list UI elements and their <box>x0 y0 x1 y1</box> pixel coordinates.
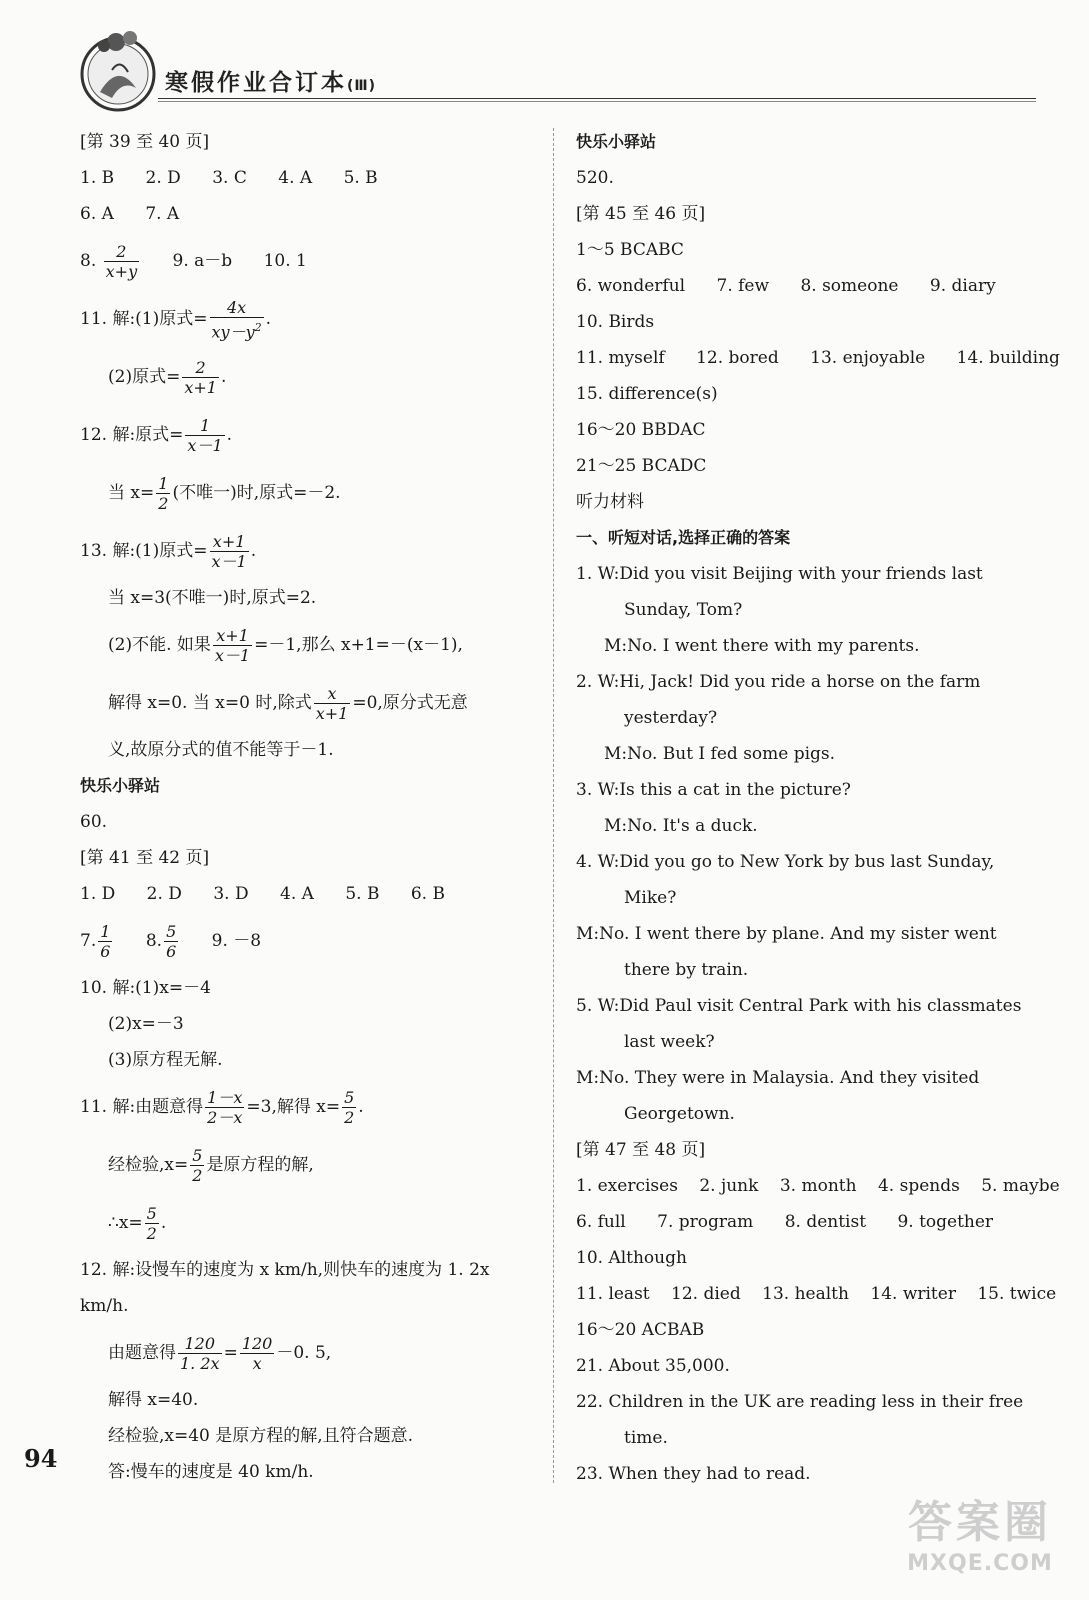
answer-item: 6. B <box>410 884 445 904</box>
dialogue-line: 2. W:Hi, Jack! Did you ride a horse on the farm yesterday? <box>576 672 981 728</box>
answer-item: 9. together <box>897 1212 994 1232</box>
happy-corner-title: 快乐小驿站 <box>80 776 161 795</box>
happy-corner-answer: 520. <box>576 168 614 188</box>
answer-item: 5. B <box>343 168 378 188</box>
answer-item: 4. spends <box>877 1176 960 1196</box>
denominator: 2 <box>146 1224 157 1243</box>
left-column <box>80 124 540 1490</box>
denominator: 2 <box>158 494 169 513</box>
text: 经检验,x= <box>108 1155 189 1175</box>
watermark-main: 答案圈 <box>908 1497 1052 1548</box>
answer-item: 1. exercises <box>576 1176 678 1196</box>
numerator: 1 <box>185 416 224 436</box>
q10-line: (2)x=－3 <box>108 1014 184 1034</box>
exponent: 2 <box>254 320 262 334</box>
q12-line: 12. 解:设慢车的速度为 x km/h,则快车的速度为 1. 2x <box>80 1260 490 1280</box>
answer-line: 10. Although <box>576 1248 687 1268</box>
answer-item: 2. D <box>146 884 182 904</box>
q12-line: 经检验,x=40 是原方程的解,且符合题意. <box>108 1426 414 1446</box>
answer-item: 3. month <box>779 1176 857 1196</box>
text: 13. 解:(1)原式= <box>80 541 208 561</box>
answer-item: 7. few <box>716 276 770 296</box>
q12-line: 答:慢车的速度是 40 km/h. <box>108 1462 314 1482</box>
denominator: x+1 <box>184 378 217 397</box>
answer-item: 4. A <box>278 168 313 188</box>
answer-line: 22. Children in the UK are reading less in their free time. <box>576 1392 1024 1448</box>
numerator: 2 <box>182 358 219 378</box>
book-title-text: 寒假作业合订本 <box>165 70 347 96</box>
q8-label: 8. <box>80 251 97 271</box>
answer-item: 1. B <box>80 168 115 188</box>
denominator: x+1 <box>315 704 349 723</box>
numerator: 5 <box>146 1204 157 1223</box>
text: =0,原分式无意 <box>352 693 468 713</box>
q8-fraction <box>104 242 139 281</box>
q12-line <box>80 1324 540 1382</box>
text: 11. 解:由题意得 <box>80 1097 204 1117</box>
text: 是原方程的解, <box>206 1155 314 1175</box>
dialogue-line: M:No. But I fed some pigs. <box>604 744 836 764</box>
answer-item: 15. twice <box>977 1284 1057 1304</box>
answer-line: 21. About 35,000. <box>576 1356 730 1376</box>
q13-line: 当 x=3(不唯一)时,原式=2. <box>108 588 317 608</box>
answer-line: 15. difference(s) <box>576 384 718 404</box>
text: . <box>250 541 257 561</box>
dialogue-line: 1. W:Did you visit Beijing with your friends last Sunday, Tom? <box>576 564 983 620</box>
answer-item: 12. died <box>671 1284 741 1304</box>
happy-corner-title: 快乐小驿站 <box>576 132 657 151</box>
text: ∴x= <box>108 1213 143 1233</box>
dialogue-line: 3. W:Is this a cat in the picture? <box>576 780 851 800</box>
answer-line <box>576 1168 1060 1204</box>
denominator: x <box>252 1354 262 1373</box>
answer-line <box>576 340 1060 376</box>
answer-item: 6. A <box>80 204 114 224</box>
fraction <box>164 922 178 961</box>
text: －0. 5, <box>276 1343 332 1363</box>
answer-line: 16～20 ACBAB <box>576 1320 705 1340</box>
answer-item: 11. myself <box>576 348 665 368</box>
answer-item: 1. D <box>80 884 116 904</box>
answer-item: 5. maybe <box>981 1176 1060 1196</box>
listening-subtitle: 一、听短对话,选择正确的答案 <box>576 528 791 547</box>
q11-line <box>80 1078 540 1136</box>
logo-emblem-icon <box>72 22 164 118</box>
answer-line <box>80 160 540 196</box>
answer-item: 6. wonderful <box>576 276 686 296</box>
numerator: 1 <box>100 922 111 941</box>
answer-item: 8. someone <box>800 276 899 296</box>
fraction <box>190 1146 204 1185</box>
text: =3,解得 x= <box>246 1097 341 1117</box>
answer-line: 21～25 BCADC <box>576 456 707 476</box>
q9-answer: 9. a－b <box>172 251 233 271</box>
q10-line: 10. 解:(1)x=－4 <box>80 978 211 998</box>
fraction <box>314 684 351 723</box>
fraction <box>213 626 252 665</box>
column-divider <box>553 128 554 1483</box>
q12-part2 <box>80 464 540 522</box>
q12-part1 <box>80 406 540 464</box>
listening-title: 听力材料 <box>576 492 644 512</box>
answer-item: 6. full <box>576 1212 626 1232</box>
answer-item: 7. A <box>145 204 180 224</box>
happy-corner-answer: 60. <box>80 812 108 832</box>
answer-line-fractions <box>80 912 540 970</box>
watermark-logo <box>890 1495 1070 1595</box>
answer-line-fractions <box>80 232 540 290</box>
answer-item: 5. B <box>345 884 380 904</box>
numerator: 1－x <box>207 1088 243 1107</box>
numerator: x <box>314 684 351 704</box>
denominator <box>210 318 264 341</box>
section-title-41-42: [第 41 至 42 页] <box>80 848 210 868</box>
denominator: x－1 <box>211 552 247 571</box>
denominator: 6 <box>100 942 111 961</box>
text: . <box>160 1213 167 1233</box>
right-column <box>576 124 1060 1492</box>
text: = <box>223 1343 238 1363</box>
numerator: 1 <box>158 474 169 493</box>
dialogue-line: M:No. It's a duck. <box>604 816 758 836</box>
section-title-45-46: [第 45 至 46 页] <box>576 204 706 224</box>
q8-label: 8. <box>145 931 163 951</box>
header-rule <box>158 98 1036 99</box>
answer-line: 16～20 BBDAC <box>576 420 706 440</box>
numerator: 5 <box>344 1088 355 1107</box>
q11-part1 <box>80 290 540 348</box>
book-title <box>165 64 376 97</box>
q12-line: 解得 x=40. <box>108 1390 199 1410</box>
denominator: x+y <box>105 262 138 281</box>
q7-label: 7. <box>80 931 97 951</box>
answer-line: 10. Birds <box>576 312 655 332</box>
text: . <box>358 1097 364 1117</box>
answer-line <box>576 1204 1038 1240</box>
answer-item: 13. health <box>762 1284 849 1304</box>
answer-line <box>80 196 540 232</box>
answer-item: 3. C <box>212 168 247 188</box>
text: . <box>265 309 272 329</box>
dialogue-line: 4. W:Did you go to New York by bus last Sunday, Mike? <box>576 852 995 908</box>
denominator: 6 <box>166 942 177 961</box>
text: . <box>226 425 233 445</box>
fraction <box>185 416 224 455</box>
fraction <box>178 1334 222 1373</box>
text: (不唯一)时,原式=－2. <box>172 483 341 503</box>
answer-item: 2. D <box>145 168 181 188</box>
q12-line: km/h. <box>80 1296 129 1316</box>
text: (2)不能. 如果 <box>108 635 211 655</box>
numerator: 4x <box>210 298 264 318</box>
fraction <box>182 358 219 397</box>
section-title-39-40: [第 39 至 40 页] <box>80 132 210 152</box>
section-title-47-48: [第 47 至 48 页] <box>576 1140 706 1160</box>
dialogue-line: M:No. I went there with my parents. <box>604 636 920 656</box>
fraction <box>210 298 264 341</box>
q10-answer: 10. 1 <box>263 251 307 271</box>
fraction <box>98 922 112 961</box>
numerator: 2 <box>104 242 139 262</box>
answer-item: 11. least <box>576 1284 650 1304</box>
text: 当 x= <box>108 483 155 503</box>
answer-line <box>80 876 540 912</box>
numerator: x+1 <box>213 626 252 646</box>
page-header <box>0 0 1089 125</box>
text: 11. 解:(1)原式= <box>80 309 208 329</box>
q11-line <box>80 1136 540 1194</box>
denominator: 1. 2x <box>180 1354 220 1373</box>
answer-item: 4. A <box>280 884 314 904</box>
answer-item: 8. dentist <box>784 1212 867 1232</box>
fraction <box>205 1088 244 1127</box>
dialogue-line: 5. W:Did Paul visit Central Park with his classmates last week? <box>576 996 1022 1052</box>
page-number: 94 <box>24 1444 58 1473</box>
answer-item: 2. junk <box>699 1176 759 1196</box>
answer-item: 7. program <box>657 1212 754 1232</box>
watermark-url: MXQE.COM <box>907 1551 1053 1576</box>
text: 12. 解:原式= <box>80 425 184 445</box>
fraction <box>240 1334 275 1373</box>
numerator: 120 <box>241 1334 273 1353</box>
q9-answer: 9. －8 <box>211 931 262 951</box>
text: (2)原式= <box>108 367 181 387</box>
answer-item: 3. D <box>213 884 249 904</box>
text: . <box>220 367 227 387</box>
fraction <box>342 1088 356 1127</box>
answer-line <box>576 268 1038 304</box>
answer-line <box>576 1276 1057 1312</box>
q10-line: (3)原方程无解. <box>108 1050 223 1070</box>
numerator: 120 <box>178 1334 222 1354</box>
dialogue-line: M:No. I went there by plane. And my sister went there by train. <box>576 924 997 980</box>
text: 解得 x=0. 当 x=0 时,除式 <box>108 693 312 713</box>
answer-line: 23. When they had to read. <box>576 1464 811 1484</box>
answer-item: 9. diary <box>929 276 996 296</box>
q13-part2 <box>80 616 540 674</box>
q11-part2 <box>80 348 540 406</box>
denominator: 2 <box>344 1108 355 1127</box>
fraction <box>210 532 249 571</box>
numerator: x+1 <box>210 532 249 552</box>
text: =－1,那么 x+1=－(x－1), <box>254 635 463 655</box>
answer-item: 14. building <box>956 348 1060 368</box>
answer-item: 12. bored <box>696 348 779 368</box>
denominator: 2 <box>192 1166 203 1185</box>
q13-part3 <box>80 674 540 732</box>
text: 由题意得 <box>108 1343 176 1363</box>
denominator: 2－x <box>207 1108 243 1127</box>
q13-line: 义,故原分式的值不能等于－1. <box>108 740 334 760</box>
dialogue-line: M:No. They were in Malaysia. And they visited Georgetown. <box>576 1068 980 1124</box>
book-volume: (Ⅲ) <box>347 78 377 94</box>
denominator-text: xy－y <box>211 322 255 342</box>
header-rule-thin <box>158 101 1036 102</box>
numerator: 5 <box>166 922 177 941</box>
numerator: 5 <box>192 1146 203 1165</box>
denominator: x－1 <box>187 436 223 455</box>
fraction <box>156 474 170 513</box>
q13-part1 <box>80 522 540 580</box>
answer-line: 1～5 BCABC <box>576 240 684 260</box>
answer-item: 13. enjoyable <box>810 348 926 368</box>
q11-line <box>80 1194 540 1252</box>
fraction <box>145 1204 159 1243</box>
answer-item: 14. writer <box>870 1284 956 1304</box>
denominator: x－1 <box>214 646 251 665</box>
